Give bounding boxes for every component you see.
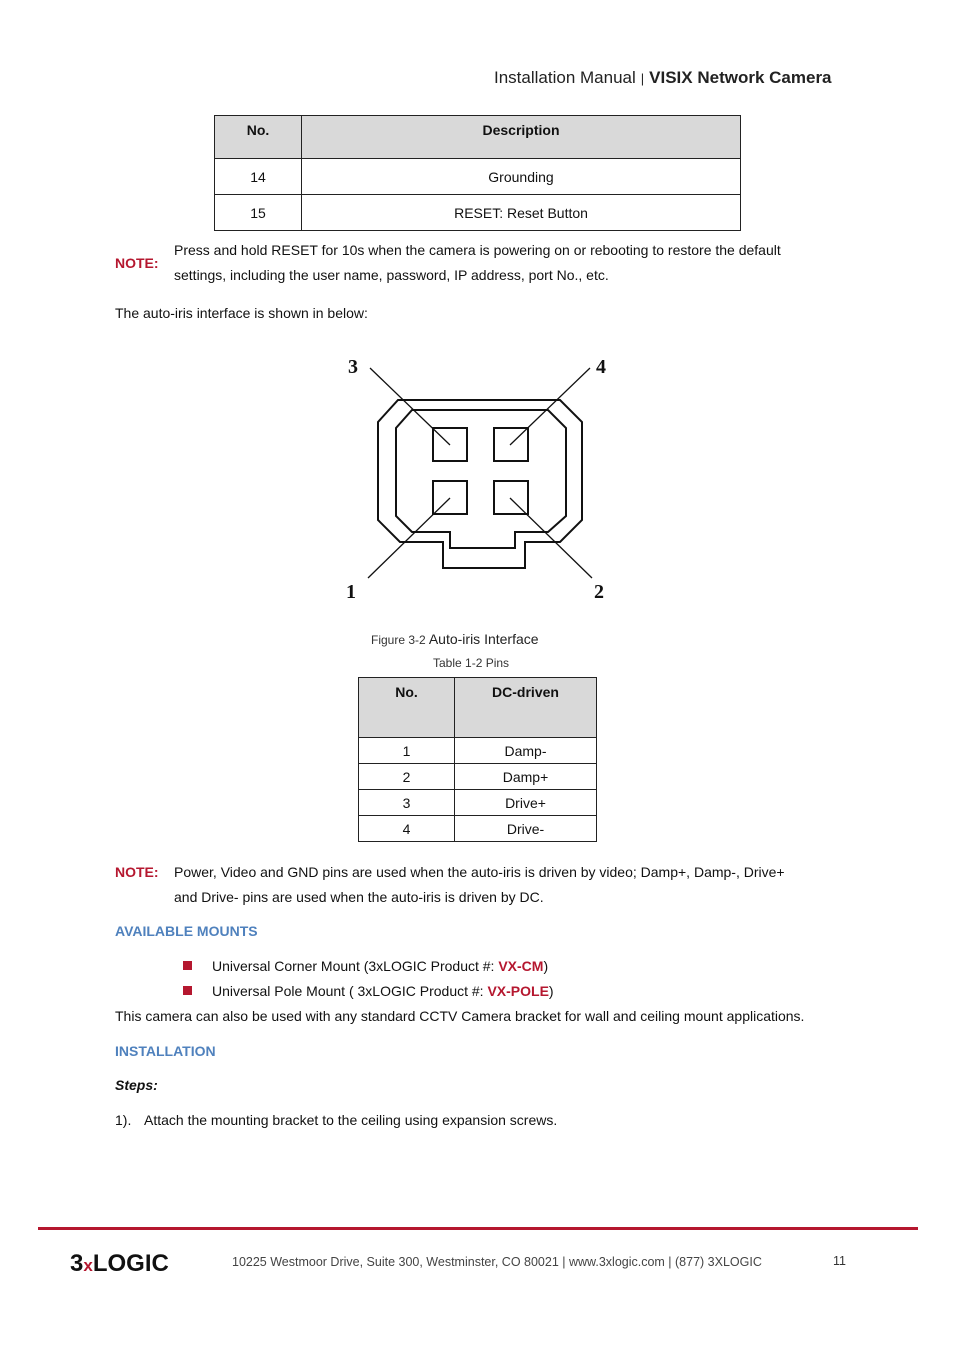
note-line: Power, Video and GND pins are used when the auto-iris is driven by video; Damp+, Damp-, Drive+ (174, 864, 785, 880)
logo-part: 3 (70, 1250, 84, 1277)
pin-2-leader (510, 498, 592, 578)
column-header-no: No. (215, 116, 302, 159)
table-row (215, 159, 741, 195)
product-code: VX-CM (498, 958, 544, 974)
intro-paragraph: The auto-iris interface is shown in below: (115, 305, 368, 321)
mount-text: Universal Corner Mount (3xLOGIC Product #: (212, 958, 499, 974)
table-row (359, 764, 597, 790)
table-cell: RESET: Reset Button (302, 195, 741, 231)
footer-divider (38, 1227, 918, 1230)
table-row (359, 738, 597, 764)
manual-title: Installation Manual (494, 68, 636, 87)
table-cell: 4 (359, 816, 455, 842)
table-cell: 3 (359, 790, 455, 816)
page-number: 11 (833, 1254, 846, 1268)
pin-1-leader (368, 498, 450, 578)
table-cell: 1 (359, 738, 455, 764)
bullet-icon (183, 961, 192, 970)
pin-label-2: 2 (594, 581, 604, 603)
pin-label-1: 1 (346, 581, 356, 603)
note-label: NOTE: (115, 864, 159, 880)
product-title: VISIX Network Camera (649, 68, 832, 87)
pin-label-3: 3 (348, 356, 358, 378)
pin-3-leader (370, 368, 450, 445)
available-mounts-heading: AVAILABLE MOUNTS (115, 923, 258, 939)
mount-close: ) (548, 983, 554, 999)
note-text (174, 860, 834, 910)
step-item (115, 1112, 557, 1128)
note-line: Press and hold RESET for 10s when the camera is powering on or rebooting to restore the default (174, 242, 781, 258)
header-separator: | (640, 71, 645, 86)
pin-2-square (494, 481, 528, 514)
table-header-row (359, 678, 597, 738)
note-line: settings, including the user name, password, IP address, port No., etc. (174, 267, 609, 283)
column-header-no: No. (359, 678, 455, 738)
table-row (359, 790, 597, 816)
note-label: NOTE: (115, 255, 159, 271)
table-row (215, 195, 741, 231)
note-text (174, 238, 834, 288)
bullet-icon (183, 986, 192, 995)
mounts-note-paragraph: This camera can also be used with any standard CCTV Camera bracket for wall and ceiling mount applications. (115, 1008, 805, 1024)
document-header (494, 68, 832, 88)
table-cell: 14 (215, 159, 302, 195)
pin-label-4: 4 (596, 356, 606, 378)
table-cell: Grounding (302, 159, 741, 195)
note-line: and Drive- pins are used when the auto-iris is driven by DC. (174, 889, 544, 905)
mount-close: ) (543, 958, 549, 974)
table-cell: 2 (359, 764, 455, 790)
logo-part: LOGIC (92, 1250, 169, 1277)
mount-text: Universal Pole Mount ( 3xLOGIC Product #: (212, 983, 488, 999)
auto-iris-connector-diagram (340, 350, 620, 605)
logo-part: x (83, 1256, 93, 1275)
company-logo (70, 1250, 169, 1278)
figure-number: Figure 3-2 (371, 633, 426, 647)
product-code: VX-POLE (487, 983, 549, 999)
column-header-dc-driven: DC-driven (455, 678, 597, 738)
table-cell: Damp+ (455, 764, 597, 790)
table-header-row (215, 116, 741, 159)
table-cell: 15 (215, 195, 302, 231)
figure-caption (371, 631, 539, 647)
figure-title: Auto-iris Interface (428, 631, 539, 647)
steps-label: Steps: (115, 1077, 158, 1093)
connector-outer-outline (378, 400, 582, 568)
table-cell: Drive- (455, 816, 597, 842)
pins-table (358, 677, 597, 842)
description-table (214, 115, 741, 231)
step-text: Attach the mounting bracket to the ceiling using expansion screws. (144, 1112, 558, 1128)
installation-heading: INSTALLATION (115, 1043, 216, 1059)
table-row (359, 816, 597, 842)
table-cell: Damp- (455, 738, 597, 764)
column-header-description: Description (302, 116, 741, 159)
step-number: 1). (115, 1112, 132, 1128)
list-item (183, 958, 548, 974)
list-item (183, 983, 554, 999)
table-cell: Drive+ (455, 790, 597, 816)
footer-address: 10225 Westmoor Drive, Suite 300, Westminster, CO 80021 | www.3xlogic.com | (877) 3XLOGIC (232, 1255, 762, 1269)
table-caption: Table 1-2 Pins (433, 656, 510, 670)
pin-4-leader (510, 368, 590, 445)
